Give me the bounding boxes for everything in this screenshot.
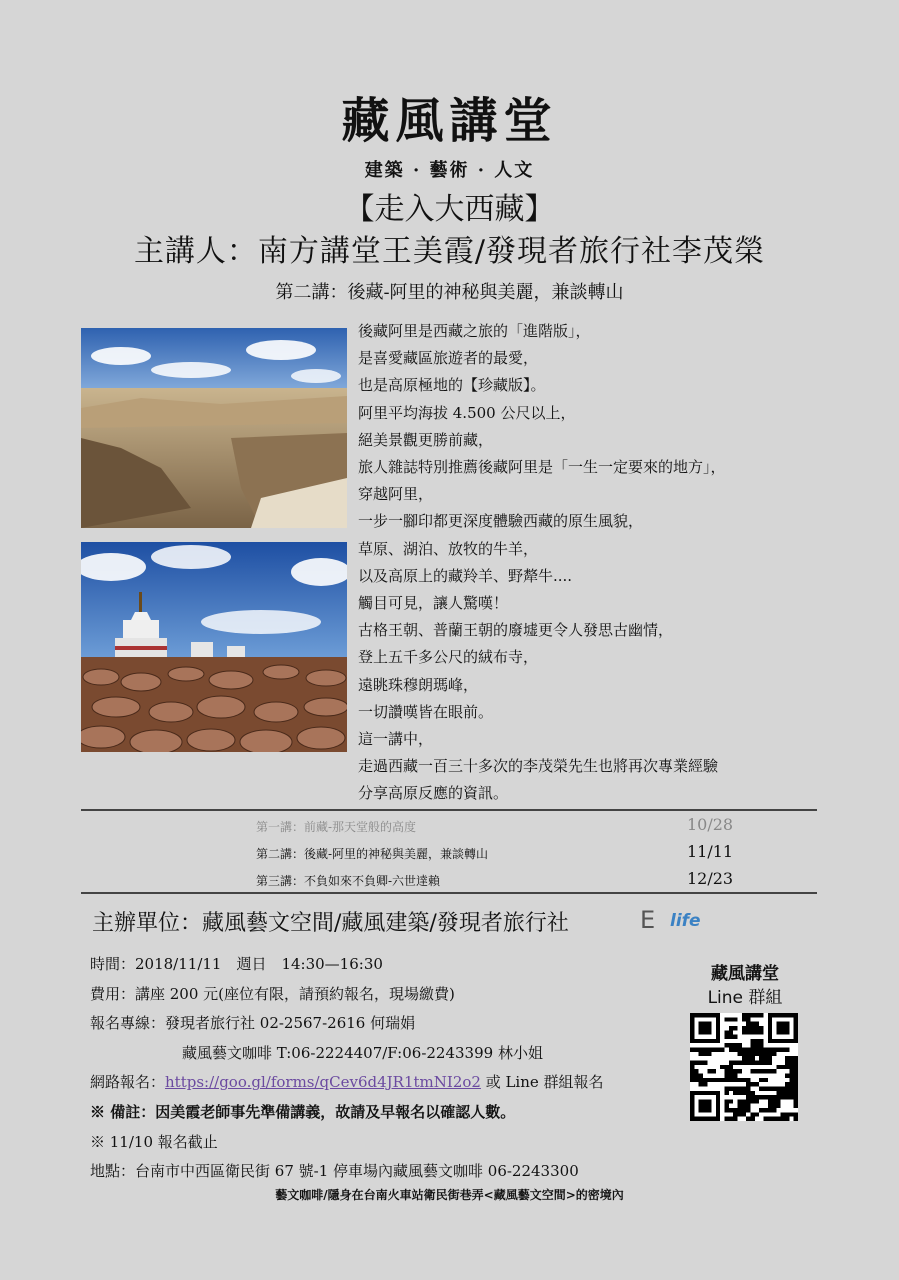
ezlife-logo [640,906,720,938]
schedule-row [81,811,817,838]
description-line: 走過西藏一百三十多次的李茂榮先生也將再次專業經驗 [358,757,719,776]
canyon-photo [81,328,347,528]
description-line: 以及高原上的藏羚羊、野犛牛.... [358,566,573,585]
lecture-heading: 第二講：後藏-阿里的神秘與美麗，兼談轉山 [275,282,624,303]
schedule-topic: 第一講：前藏-那天堂般的高度 [256,820,417,834]
schedule-date: 10/28 [687,815,734,834]
description-line: 一切讚嘆皆在眼前。 [358,702,494,721]
qr-caption [690,962,800,1010]
online-registration [90,1070,604,1100]
registration-phone-2: 藏風藝文咖啡 T:06-2224407/F:06-2243399 林小姐 [182,1043,543,1062]
venue-line: 地點：台南市中西區衛民街 67 號-1 停車場內藏風藝文咖啡 06-2243300 [90,1162,579,1181]
description-line: 登上五千多公尺的絨布寺， [358,648,539,667]
footer-note: 藝文咖啡/隱身在台南火車站衛民街巷弄<藏風藝文空間>的密境內 [275,1188,624,1202]
online-prefix: 網路報名： [90,1073,166,1092]
description-line: 是喜愛藏區旅遊者的最愛， [358,349,539,368]
organizer-line: 主辦單位：藏風藝文空間/藏風建築/發現者旅行社 [92,911,569,936]
event-info [90,952,604,1189]
registration-phone: 報名專線：發現者旅行社 02-2567-2616 何瑞娟 [90,1014,416,1033]
description-line: 後藏阿里是西藏之旅的「進階版」， [358,322,591,340]
schedule-topic: 第二講：後藏-阿里的神秘與美麗，兼談轉山 [256,847,489,861]
registration-link[interactable]: https://goo.gl/forms/qCev6d4JR1tmNI2o2 [165,1073,481,1092]
line-group-qr-code[interactable] [690,1013,798,1121]
description-line: 旅人雜誌特別推薦後藏阿里是「一生一定要來的地方」， [358,458,726,477]
event-fee: 費用：講座 200 元(座位有限，請預約報名，現場繳費) [90,984,455,1003]
ezlife-logo-e: E [640,906,656,934]
description-line: 草原、湖泊、放牧的牛羊， [358,539,539,558]
description-line: 遠眺珠穆朗瑪峰， [358,675,479,694]
deadline-line: ※ 11/10 報名截止 [90,1132,218,1151]
description-line: 絕美景觀更勝前藏， [358,430,494,449]
description-line: 穿越阿里， [358,485,434,504]
flyer-title: 藏風講堂 [341,93,558,149]
flyer-subtitle: 建築 · 藝術 · 人文 [364,160,535,181]
description-line: 也是高原極地的【珍藏版】。 [358,376,546,395]
description-line: 觸目可見，讓人驚嘆！ [358,594,509,613]
schedule-table [81,809,817,894]
description-line: 分享高原反應的資訊。 [358,784,509,803]
description-text [358,318,828,808]
event-time: 時間：2018/11/11 週日 14:30—16:30 [90,955,383,973]
description-line: 這一講中， [358,730,434,749]
online-suffix: 或 Line 群組報名 [480,1073,604,1092]
note-line: ※ 備註：因美霞老師事先準備講義，故請及早報名以確認人數。 [90,1102,516,1121]
schedule-row [81,865,817,892]
stupa-photo [81,542,347,752]
qr-caption-title: 藏風講堂 [711,964,779,984]
schedule-row [81,838,817,865]
description-line: 阿里平均海拔 4.500 公尺以上， [358,403,576,422]
description-line: 古格王朝、普蘭王朝的廢墟更令人發思古幽情， [358,621,674,640]
series-theme: 【走入大西藏】 [344,192,555,227]
schedule-topic: 第三講：不負如來不負卿-六世達賴 [256,874,441,888]
speaker-line: 主講人：南方講堂王美霞/發現者旅行社李茂榮 [133,234,766,269]
ezlife-logo-life: life [670,911,701,931]
description-line: 一步一腳印都更深度體驗西藏的原生風貌， [358,512,644,531]
schedule-date: 11/11 [687,842,734,861]
schedule-date: 12/23 [687,869,734,888]
qr-caption-subtitle: Line 群組 [707,988,783,1008]
